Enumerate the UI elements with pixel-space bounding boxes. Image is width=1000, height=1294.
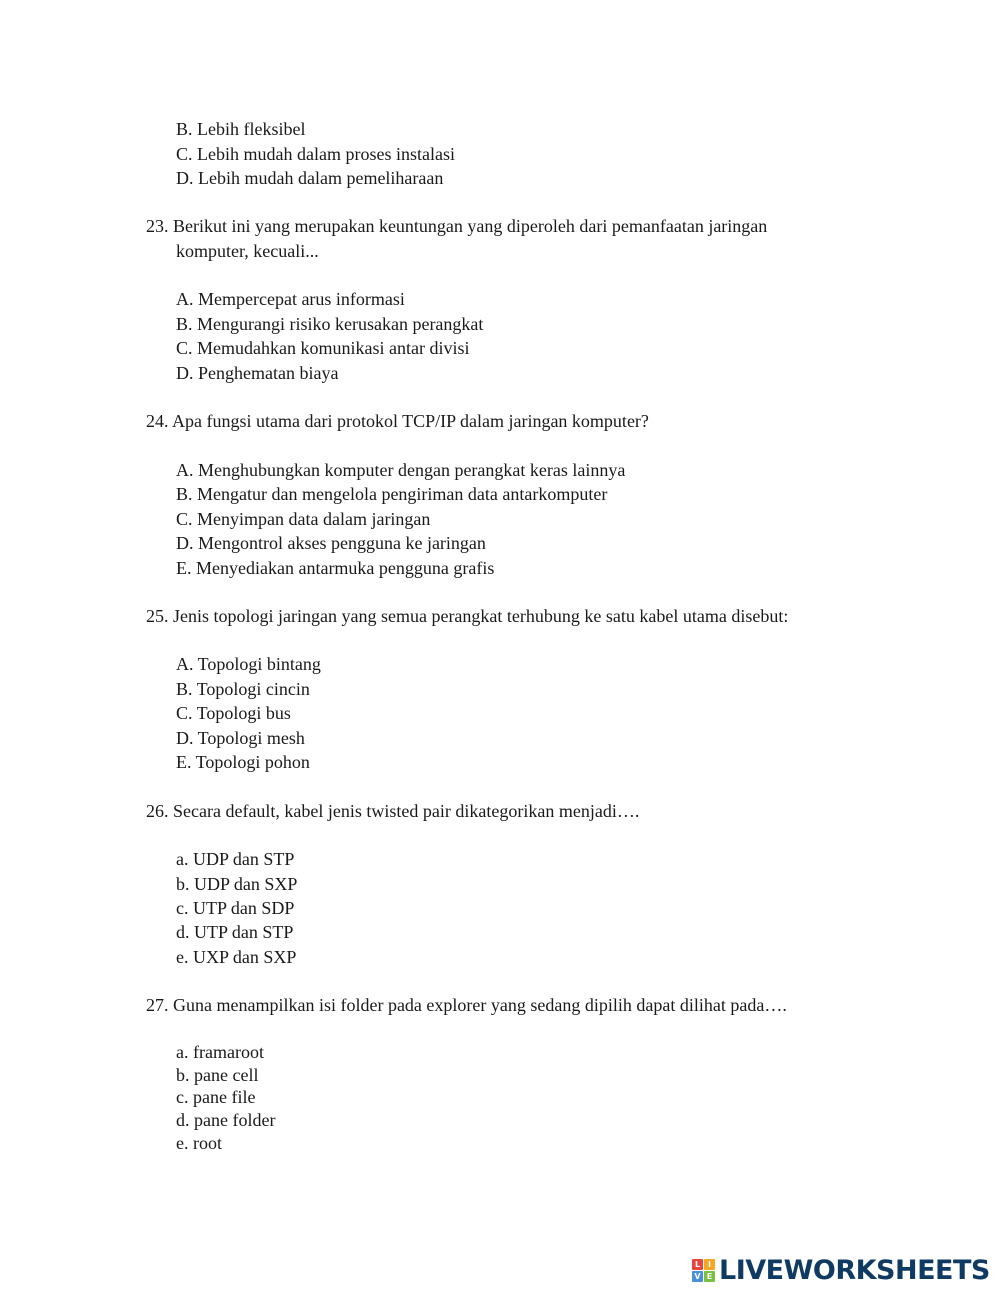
question-23-text-line2: komputer, kecuali... [176, 241, 319, 261]
question-27-option-e: e. root [176, 1133, 222, 1153]
question-24-option-e: E. Menyediakan antarmuka pengguna grafis [176, 558, 495, 578]
question-26-text: 26. Secara default, kabel jenis twisted pair dikategorikan menjadi…. [146, 801, 640, 821]
question-26-option-e: e. UXP dan SXP [176, 947, 297, 967]
question-23-option-c: C. Memudahkan komunikasi antar divisi [176, 338, 470, 358]
question-25-option-e: E. Topologi pohon [176, 752, 310, 772]
question-24-option-c: C. Menyimpan data dalam jaringan [176, 509, 431, 529]
prev-option-b: B. Lebih fleksibel [176, 119, 306, 139]
question-27-option-a: a. framaroot [176, 1042, 264, 1062]
question-24-option-b: B. Mengatur dan mengelola pengiriman data antarkomputer [176, 484, 608, 504]
question-27-text: 27. Guna menampilkan isi folder pada explorer yang sedang dipilih dapat dilihat pada…. [146, 995, 787, 1015]
question-26-option-c: c. UTP dan SDP [176, 898, 295, 918]
liveworksheets-wordmark: LIVEWORKSHEETS [719, 1254, 990, 1286]
question-25-option-c: C. Topologi bus [176, 703, 291, 723]
question-25-option-a: A. Topologi bintang [176, 654, 321, 674]
question-24-text: 24. Apa fungsi utama dari protokol TCP/IP dalam jaringan komputer? [146, 411, 649, 431]
question-27-option-c: c. pane file [176, 1087, 256, 1107]
mark-letter-e: E [704, 1271, 715, 1282]
mark-letter-v: V [692, 1271, 703, 1282]
question-25-option-d: D. Topologi mesh [176, 728, 305, 748]
question-26-option-d: d. UTP dan STP [176, 922, 294, 942]
prev-option-c: C. Lebih mudah dalam proses instalasi [176, 144, 455, 164]
question-23-option-a: A. Mempercepat arus informasi [176, 289, 405, 309]
liveworksheets-logo [692, 1254, 990, 1286]
question-24-option-a: A. Menghubungkan komputer dengan perangkat keras lainnya [176, 460, 626, 480]
mark-letter-i: I [704, 1259, 715, 1270]
question-27-option-b: b. pane cell [176, 1065, 259, 1085]
question-23-option-b: B. Mengurangi risiko kerusakan perangkat [176, 314, 484, 334]
question-26-option-b: b. UDP dan SXP [176, 874, 298, 894]
question-25-option-b: B. Topologi cincin [176, 679, 310, 699]
question-26-option-a: a. UDP dan STP [176, 849, 295, 869]
question-25-text: 25. Jenis topologi jaringan yang semua perangkat terhubung ke satu kabel utama disebut: [146, 606, 789, 626]
question-24-option-d: D. Mengontrol akses pengguna ke jaringan [176, 533, 486, 553]
question-23-text-line1: 23. Berikut ini yang merupakan keuntungan yang diperoleh dari pemanfaatan jaringan [146, 216, 768, 236]
mark-letter-l: L [692, 1259, 703, 1270]
question-23-option-d: D. Penghematan biaya [176, 363, 339, 383]
liveworksheets-mark-icon [692, 1259, 715, 1282]
prev-option-d: D. Lebih mudah dalam pemeliharaan [176, 168, 444, 188]
question-27-option-d: d. pane folder [176, 1110, 276, 1130]
